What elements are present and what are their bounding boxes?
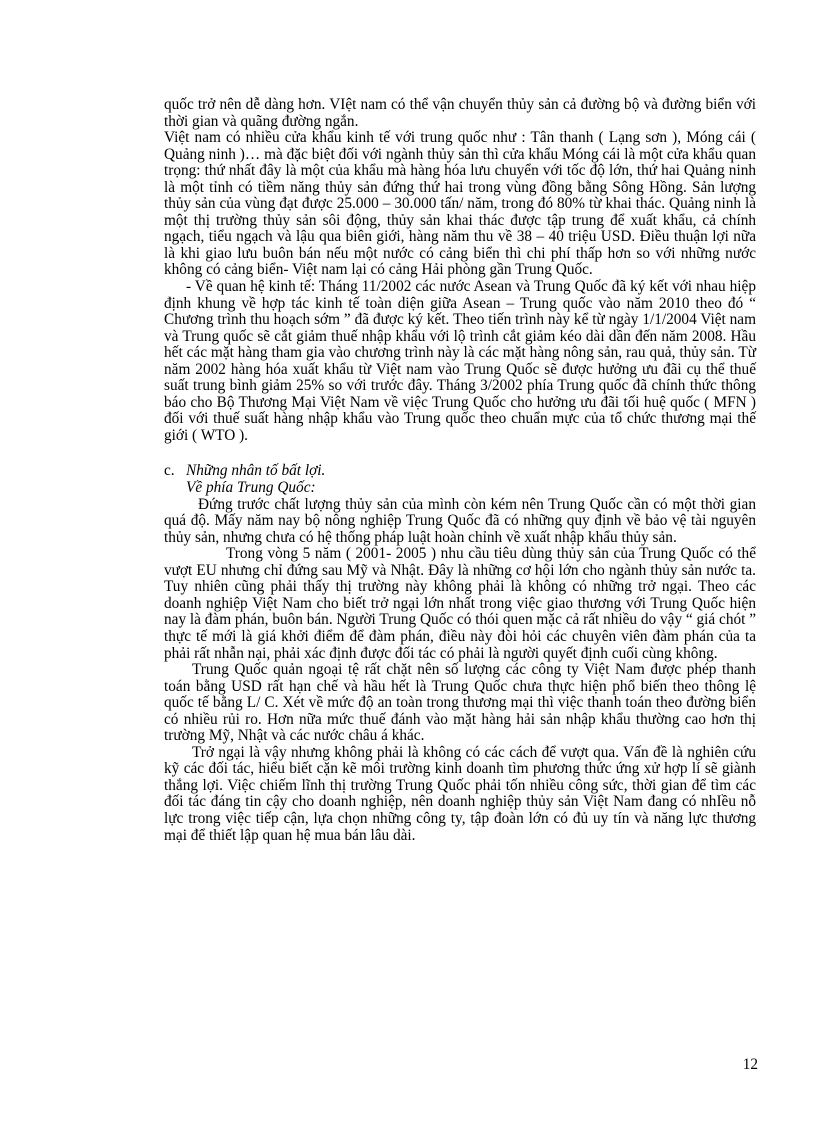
paragraph: Trong vòng 5 năm ( 2001- 2005 ) nhu cầu tiêu dùng thủy sản của Trung Quốc có thể vượt EU nhưng chỉ đứng sau Mỹ và Nhật. Đây là những cơ hội lớn cho ngành thủy sản nước ta. Tuy nhiên cũng phải thấy thị trường này không phải là không có những trở ngại. Theo các doanh nghiệp Việt Nam cho biết trở ngại lớn nhất trong việc giao thương với Trung Quốc hiện nay là đàm phán, buôn bán. Người Trung Quốc có thói quen mặc cả rất nhiều do vậy “ giá chót ” thực tế mới là giá khởi điểm để đàm phán, điều này đòi hỏi các chuyên viên đàm phán của ta phải rất nhẫn nại, phải xác định được đối tác có phải là người quyết định cuối cùng không. [164,545,756,662]
paragraph: quốc trở nên dễ dàng hơn. VIệt nam có thể vận chuyển thủy sản cả đường bộ và đường biển với thời gian và quãng đường ngắn. [164,96,756,130]
paragraph: - Về quan hệ kinh tế: Tháng 11/2002 các nước Asean và Trung Quốc đã ký kết với nhau hiệp định khung về hợp tác kinh tế toàn diện giữa Asean – Trung quốc vào năm 2010 theo đó “ Chương trình thu hoạch sớm ” đã được ký kết. Theo tiến trình này kể từ ngày 1/1/2004 Việt nam và Trung quốc sẽ cắt giảm thuế nhập khẩu với lộ trình cắt giảm kéo dài dần đến năm 2008. Hầu hết các mặt hàng tham gia vào chương trình này là các mặt hàng nông sản, rau quả, thủy sản. Từ năm 2002 hàng hóa xuất khẩu từ Việt nam vào Trung Quốc sẽ được hưởng ưu đãi cụ thể thuế suất trung bình giảm 25% so với trước đây. Tháng 3/2002 phía Trung quốc đã chính thức thông báo cho Bộ Thương Mại Việt Nam về việc Trung Quốc cho hưởng ưu đãi tối huệ quốc ( MFN ) đối với thuế suất hàng nhập khẩu vào Trung quốc theo chuẩn mực của tổ chức thương mại thế giới ( WTO ). [164,278,756,444]
paragraph: Việt nam có nhiều cửa khẩu kinh tế với trung quốc như : Tân thanh ( Lạng sơn ), Móng cái ( Quảng ninh )… mà đặc biệt đối với ngành thủy sản thì cửa khẩu Móng cái là một cửa khẩu quan trọng: thứ nhất đây là một của khẩu mà hàng hóa lưu chuyển với tốc độ lớn, thứ hai Quảng ninh là một tỉnh có tiềm năng thủy sản đứng thứ hai trong vùng đồng bằng Sông Hồng. Sản lượng thủy sản của vùng đạt được 25.000 – 30.000 tấn/ năm, trong đó 80% từ khai thác. Quảng ninh là một thị trường thủy sản sôi động, thủy sản khai thác được tập trung để xuất khẩu, cả chính ngạch, tiểu ngạch và lậu qua biên giới, hàng năm thu về 38 – 40 triệu USD. Điều thuận lợi nữa là khi giao lưu buôn bán nếu một nước có cảng biển thì chi phí thấp hơn so với những nước không có cảng biển- Việt nam lại có cảng Hải phòng gần Trung Quốc. [164,129,756,279]
body-text [164,97,756,844]
section-heading [164,463,756,480]
section-title: Những nhân tố bất lợi. [186,462,326,480]
section-marker: c. [164,462,175,480]
paragraph: Đứng trước chất lượng thủy sản của mình còn kém nên Trung Quốc cần có một thời gian quá độ. Mấy năm nay bộ nông nghiệp Trung Quốc đã có những quy định về bảo vệ tài nguyên thủy sản, nhưng chưa có hệ thống pháp luật hoàn chỉnh về xuất nhập khẩu thủy sản. [164,495,756,546]
page-number: 12 [742,1056,758,1073]
paragraph: Trở ngại là vậy nhưng không phải là không có các cách để vượt qua. Vấn đề là nghiên cứu kỹ các đối tác, hiểu biết cặn kẽ môi trường kinh doanh tìm phương thức ứng xử hợp lí sẽ giành thắng lợi. Việc chiếm lĩnh thị trường Trung Quốc phải tốn nhiều công sức, thời gian để tìm các đối tác đáng tin cậy cho doanh nghiệp, nên doanh nghiệp thủy sản Việt Nam đang có nhIều nỗ lực trong việc tiếp cận, lựa chọn những công ty, tập đoàn lớn có đủ uy tín và năng lực thương mại để thiết lập quan hệ mua bán lâu dài. [164,743,756,844]
subsection-heading: Về phía Trung Quốc: [186,479,316,497]
paragraph: Trung Quốc quản ngoại tệ rất chặt nên số lượng các công ty Việt Nam được phép thanh toán bằng USD rất hạn chế và hầu hết là Trung Quốc chưa thực hiện phổ biến theo thông lệ quốc tế bằng L/ C. Xét về mức độ an toàn trong thương mại thì việc thanh toán theo đường biển có nhiều rủi ro. Hơn nữa mức thuế đánh vào mặt hàng hải sản nhập khẩu thường cao hơn thị trường Mỹ, Nhật và các nước châu á khác. [164,661,756,745]
